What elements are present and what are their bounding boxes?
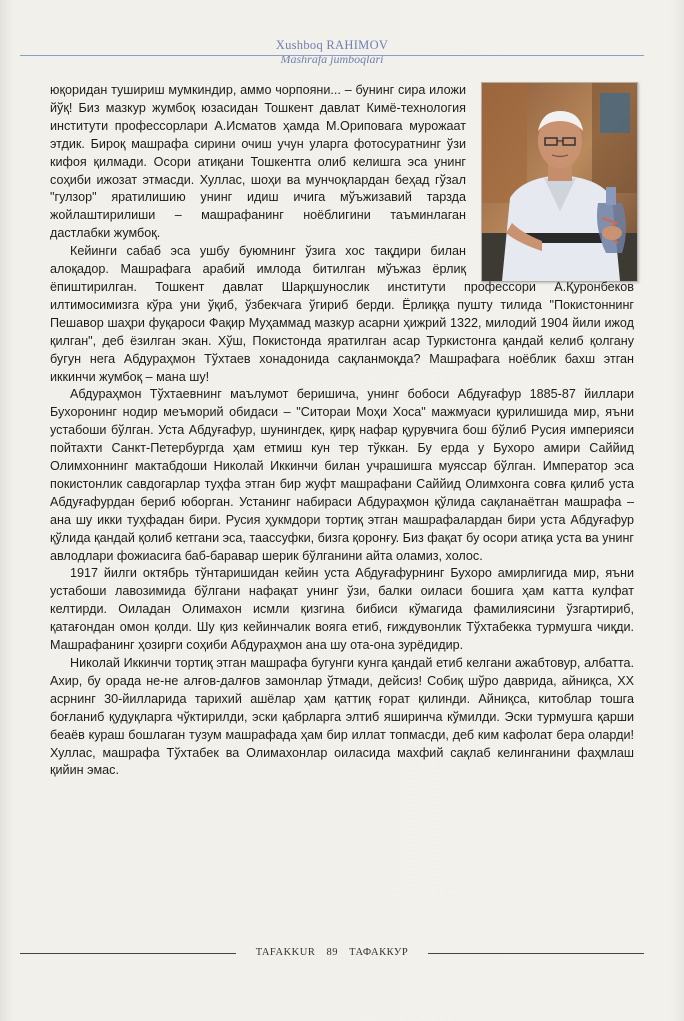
running-header bbox=[20, 38, 644, 66]
page-number: 89 bbox=[326, 947, 338, 958]
footer-journal-latin: TAFAKKUR bbox=[255, 947, 316, 958]
paragraph: Абдураҳмон Тўхтаевнинг маълумот беришича, унинг бобоси Абдуғафур 1885-87 йиллари Бухоронинг нодир меъморий обидаси – "Ситораи Моҳи Хоса" мажмуаси қурилишида мир, яъни устабоши бўлган. Уста Абдуғафур, шунингдек, қирқ нафар қурувчига бош бўлиб Русия империяси пойтахти Санкт-Петербургда ҳам етмиш кун тер тўккан. Бу ерда у Бухоро амири Саййид Олимхоннинг мактабдоши Николай Иккинчи билан учрашишга муяссар бўлган. Император эса покистонлик савдогарлар туҳфа этган бир жуфт машрафани Саййид Олимхонга совға қилиб уста Абдуғафурдан бериб юборган. Устанинг набираси Абдураҳмон қўлида сақланаётган машрафа – ана шу икки туҳфадан бири. Русия ҳукмдори тортиқ этган машрафалардан бири уста Абдуғафур қўлида қандай қолиб кетгани эса, таассуфки, бизга қоронғу. Биз фақат бу осори атиқа уста ва унинг авлодлари фожиасига баб-баравар шерик бўлганини айта оламиз, холос. bbox=[50, 387, 634, 563]
footer-text bbox=[236, 945, 428, 961]
paragraph: юқоридан тушириш мумкиндир, аммо чорпояни... – бунинг сира иложи йўқ! Биз мазкур жумбоқ юзасидан Тошкент давлат Кимё-технология институти профессорлари А.Исматов ҳамда М.Ориповага мурожаат этдик. Бироқ машрафа сирини очиш учун уларга фотосуратнинг ўзи кифоя қилмади. Осори атиқани Тошкентга олиб келишга эса унинг соҳиби ижозат этмасди. Хуллас, шоҳи ва мунчоқлардан беҳад гўзал "гулзор" яратилишию унинг идиш ичига мўъжизавий тарзда жойлаштирилиши – машрафанинг ноёблигини таъминлаган дастлабки жумбоқ. bbox=[50, 83, 466, 241]
photo-spacer bbox=[466, 82, 634, 278]
header-rule bbox=[20, 55, 644, 56]
footer-rule-left bbox=[20, 953, 236, 954]
header-author: Xushboq RAHIMOV bbox=[275, 38, 389, 52]
paragraph: 1917 йилги октябрь тўнтаришидан кейин уста Абдуғафурнинг Бухоро амирлигида мир, яъни устабоши лавозимида бўлгани нафақат унинг ўзи, балки оиласи бошига ҳам катта кулфат келтирди. Оиладан Олимахон исмли қизгина бибиси кўмагида фамилиясини ўзгартириб, қатағондан омон қолди. Шу қиз кейинчалик вояга етиб, ғиждувонлик Тўхтабекка турмушга чиқди. Машрафанинг ҳозирги соҳиби Абдураҳмон ана шу ота-она зурёдидир. bbox=[50, 566, 634, 653]
paragraph: Кейинги сабаб эса ушбу буюмнинг ўзига хос тақдири билан алоқадор. Машрафага арабий имлода битилган мўъжаз ёрлиқ ёпиштирилган. Тошкент давлат Шарқшунослик институти профессори А.Қуронбеков илтимосимизга кўра уни ўқиб, ўзбекчага ўгириб берди. Ёрлиққа пушту тилида "Покистоннинг Пешавор шаҳри фуқароси Фақир Муҳаммад мазкур асарни ҳижрий 1322, милодий 1904 йили ижод қилган", деб ёзилган экан. Хўш, Покистонда яратилган асар Туркистонга қандай келиб қолгану бугун нега Абдураҳмон Тўхтаев хонадонида сақланмоқда? Машрафага ноёблик бахш этган иккинчи жумбоқ – мана шу! bbox=[50, 244, 634, 384]
header-title: Mashrafa jumboqlari bbox=[280, 52, 384, 66]
article-body bbox=[50, 82, 634, 780]
paragraph: Николай Иккинчи тортиқ этган машрафа бугунги кунга қандай етиб келгани ажабтовур, албатта. Ахир, бу орада не-не алғов-далғов замонлар ўтмади, дейсиз! Собиқ шўро даврида, айниқса, XX асрнинг 30-йилларида тарихий ашёлар ҳам қаттиқ ғорат қилинди. Айниқса, китоблар тошга боғланиб қудуқларга чўктирилди, эски қабрларга элтиб яширинча кўмилди. Эски турмушга қарши беаёв кураш бошлаган тузум машрафада ҳам бир иллат топмасди, деб ким кафолат бера оларди! Хуллас, машрафа Тўхтабек ва Олимахонлар оиласида махфий сақлаб келинганини фаҳмлаш қийин эмас. bbox=[50, 656, 634, 778]
running-footer bbox=[20, 945, 644, 961]
footer-journal-cyrillic: ТАФАККУР bbox=[349, 947, 409, 958]
footer-rule-right bbox=[428, 953, 644, 954]
